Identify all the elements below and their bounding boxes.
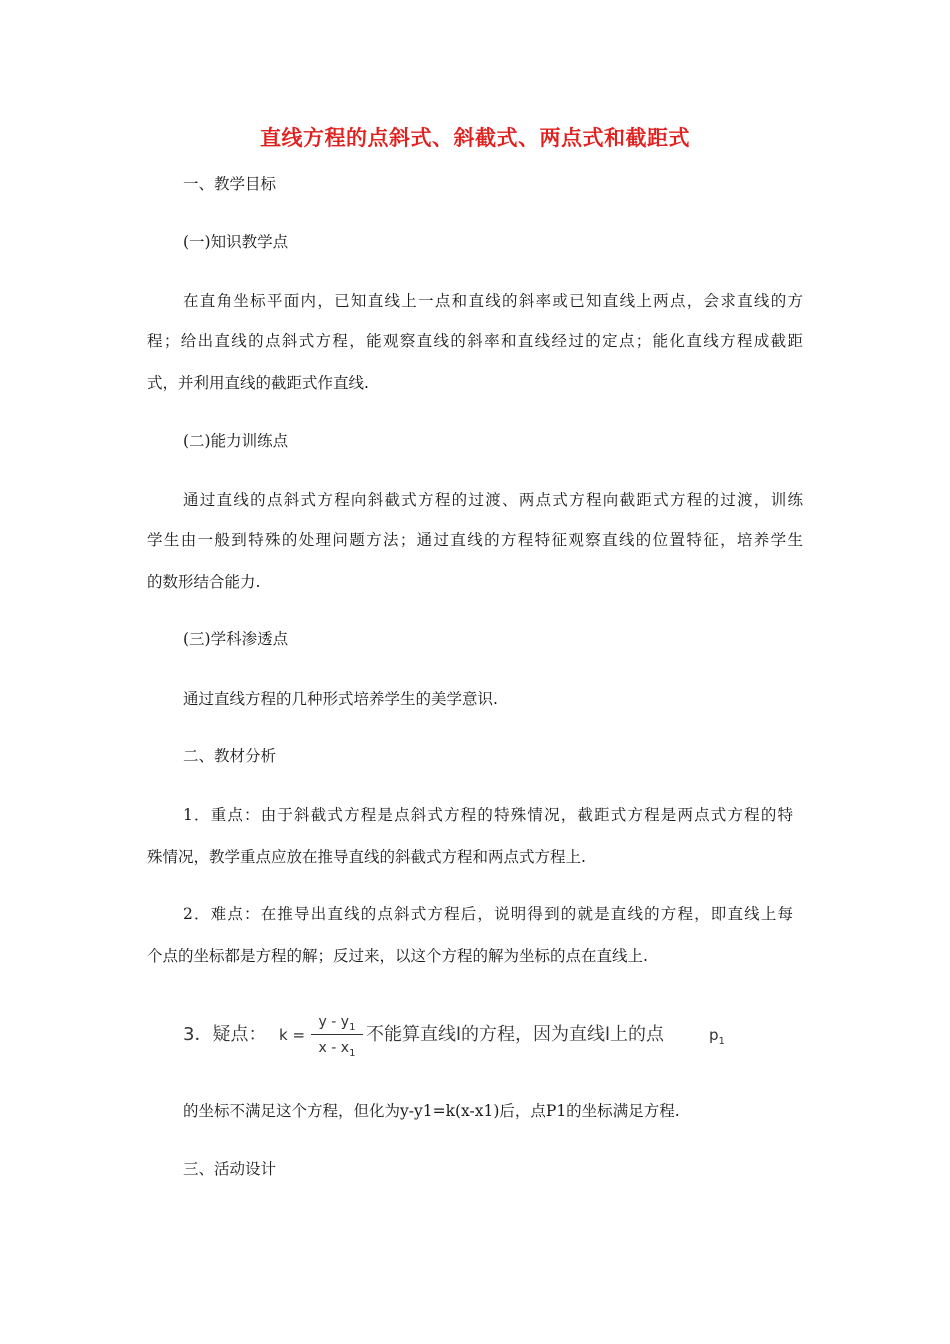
formula-k-equals: k = [279, 1026, 306, 1044]
paragraph-line: 殊情况，教学重点应放在推导直线的斜截式方程和两点式方程上. [147, 848, 586, 866]
formula-suffix: 不能算直线l的方程，因为直线l上的点 [366, 1024, 665, 1045]
section-heading-objectives: 一、教学目标 [183, 175, 277, 193]
subheading-ability: (二)能力训练点 [183, 432, 289, 450]
document-title: 直线方程的点斜式、斜截式、两点式和截距式 [260, 126, 690, 150]
paragraph-line: 在直角坐标平面内，已知直线上一点和直线的斜率或已知直线上两点，会求直线的方 [183, 292, 803, 310]
paragraph-line: 学生由一般到特殊的处理问题方法；通过直线的方程特征观察直线的位置特征，培养学生 [147, 531, 803, 549]
paragraph-line: 通过直线的点斜式方程向斜截式方程的过渡、两点式方程向截距式方程的过渡，训练 [183, 491, 803, 509]
fraction-numerator: y - $y_1$ [318, 1014, 356, 1033]
paragraph-line: 的坐标不满足这个方程，但化为y-y1=k(x-x1)后，点P1的坐标满足方程. [183, 1102, 680, 1120]
paragraph-line: 个点的坐标都是方程的解；反过来，以这个方程的解为坐标的点在直线上. [147, 947, 648, 965]
paragraph-line: 1．重点：由于斜截式方程是点斜式方程的特殊情况，截距式方程是两点式方程的特 [183, 806, 793, 824]
fraction-denominator: x - $x_1$ [318, 1040, 356, 1059]
paragraph-line: 通过直线方程的几种形式培养学生的美学意识. [183, 690, 498, 708]
fraction-bar [311, 1034, 363, 1035]
paragraph-line: 的数形结合能力. [147, 573, 261, 591]
point-label: $p_1$ [709, 1026, 725, 1047]
section-heading-activity: 三、活动设计 [183, 1160, 277, 1178]
subheading-subject: (三)学科渗透点 [183, 630, 289, 648]
paragraph-line: 程；给出直线的点斜式方程，能观察直线的斜率和直线经过的定点；能化直线方程成截距 [147, 332, 803, 350]
paragraph-line: 2．难点：在推导出直线的点斜式方程后，说明得到的就是直线的方程，即直线上每 [183, 905, 793, 923]
section-heading-analysis: 二、教材分析 [183, 747, 277, 765]
paragraph-line: 式，并利用直线的截距式作直线. [147, 374, 369, 392]
subheading-knowledge: (一)知识教学点 [183, 233, 289, 251]
formula-prefix: 3．疑点： [183, 1024, 267, 1045]
